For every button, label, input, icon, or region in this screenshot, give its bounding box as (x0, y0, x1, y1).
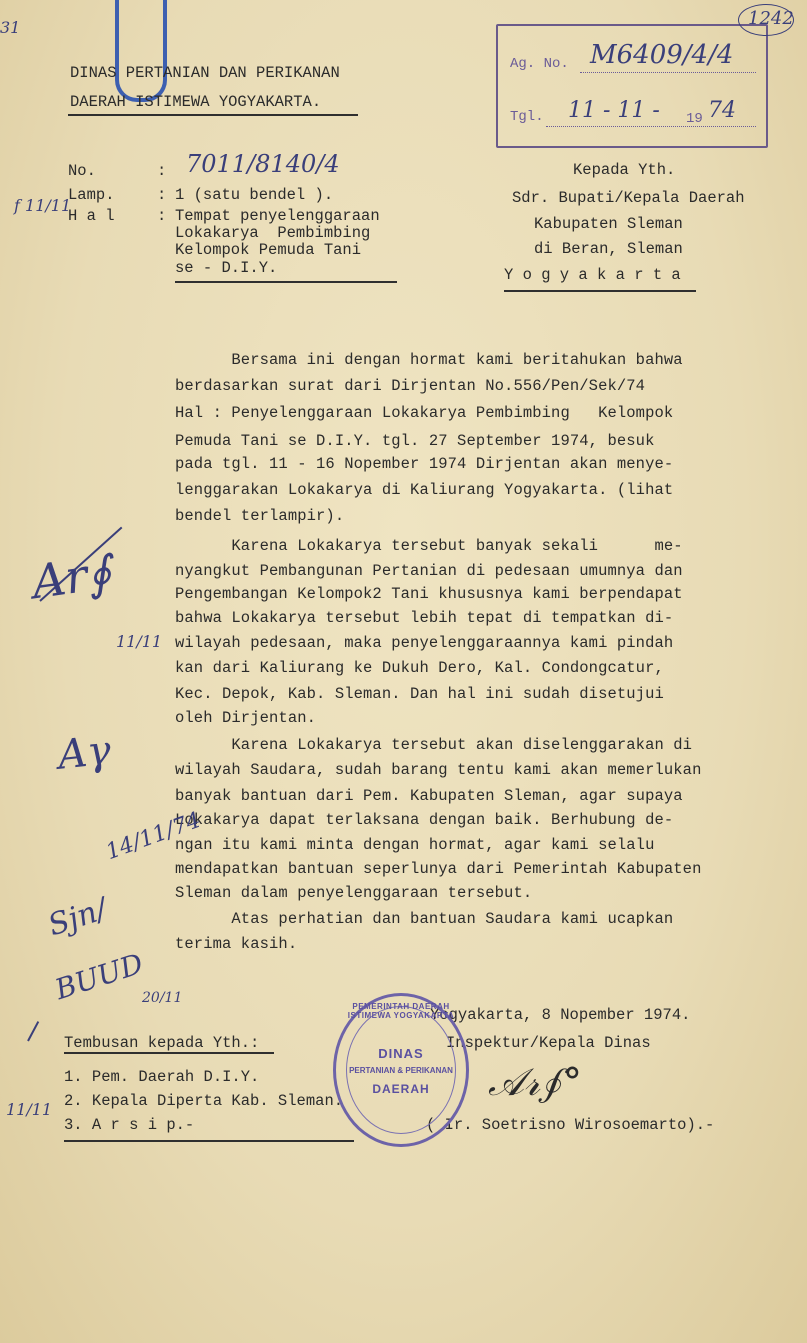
margin-initial-signature: Ar∮ (28, 544, 115, 610)
body-line: Karena Lokakarya tersebut banyak sekali me- (175, 537, 683, 555)
body-line: nyangkut Pembangunan Pertanian di pedesaan umumnya dan (175, 562, 683, 580)
body-line: kan dari Kaliurang ke Dukuh Dero, Kal. Condongcatur, (175, 659, 664, 677)
body-line: Hal : Penyelenggaraan Lokakarya Pembimbing Kelompok (175, 404, 674, 422)
margin-annotation-mid: 11/11 (116, 632, 163, 651)
hal-value-line-1: Tempat penyelenggaraan (175, 207, 380, 225)
hal-colon: : (157, 207, 167, 225)
paper-clip-icon (115, 0, 167, 102)
tembusan-item-1: 1. Pem. Daerah D.I.Y. (64, 1068, 260, 1086)
corner-number: 1242 (748, 8, 794, 29)
seal-ring-text: PEMERINTAH DAERAH ISTIMEWA YOGYAKARTA (347, 1002, 455, 1020)
tembusan-item-3: 3. A r s i p.- (64, 1116, 195, 1134)
body-line: Karena Lokakarya tersebut akan diselenggarakan di (175, 736, 693, 754)
stamp-year: 74 (708, 98, 736, 123)
lamp-colon: : (157, 186, 167, 204)
no-label: No. (68, 162, 96, 180)
seal-line-3: DAERAH (372, 1082, 430, 1096)
official-seal (333, 993, 469, 1147)
stamp-ag-value: M6409/4/4 (590, 40, 734, 70)
no-value: 7011/8140/4 (186, 150, 340, 178)
signature: 𝒜𝓇∮° (488, 1060, 582, 1104)
body-line: Bersama ini dengan hormat kami beritahukan bahwa (175, 351, 683, 369)
closing-position: Inspektur/Kepala Dinas (446, 1034, 651, 1052)
stamp-year-prefix: 19 (686, 111, 703, 127)
body-line: Atas perhatian dan bantuan Saudara kami ucapkan (175, 910, 674, 928)
recipient-line-5: Y o g y a k a r t a (504, 266, 681, 284)
body-line: Lokakarya dapat terlaksana dengan baik. Berhubung de- (175, 811, 674, 829)
margin-initial-2: Aγ (55, 727, 114, 779)
closing-name: ( Ir. Soetrisno Wirosoemarto).- (426, 1116, 715, 1134)
body-line: mendapatkan bantuan seperlunya dari Pemerintah Kabupaten (175, 860, 702, 878)
margin-annotation-date: 14/11/74 (102, 807, 205, 866)
body-line: bendel terlampir). (175, 507, 345, 525)
header-underline (68, 114, 358, 116)
hal-value-line-4: se - D.I.Y. (175, 259, 278, 277)
hal-value-line-3: Kelompok Pemuda Tani (175, 241, 362, 259)
stamp-ag-dotline (580, 72, 756, 73)
body-line: wilayah Saudara, sudah barang tentu kami akan memerlukan (175, 761, 702, 779)
no-colon: : (157, 162, 167, 180)
stamp-tgl-value: 11 - 11 - (568, 98, 660, 123)
seal-line-1: DINAS (378, 1046, 424, 1061)
hal-label: H a l (68, 207, 115, 225)
lamp-label: Lamp. (68, 186, 115, 204)
corner-annotation: 31 (0, 18, 21, 37)
body-line: terima kasih. (175, 935, 298, 953)
hal-underline (175, 281, 397, 283)
body-line: pada tgl. 11 - 16 Nopember 1974 Dirjentan akan menye- (175, 455, 674, 473)
tembusan-underline (64, 1052, 274, 1054)
margin-tick (27, 1021, 39, 1041)
recipient-underline (504, 290, 696, 292)
body-line: berdasarkan surat dari Dirjentan No.556/Pen/Sek/74 (175, 377, 646, 395)
body-line: Pemuda Tani se D.I.Y. tgl. 27 September 1974, besuk (175, 432, 655, 450)
body-line: ngan itu kami minta dengan hormat, agar kami selalu (175, 836, 655, 854)
body-line: lenggarakan Lokakarya di Kaliurang Yogyakarta. (lihat (175, 481, 674, 499)
recipient-line-2: Sdr. Bupati/Kepala Daerah (512, 189, 745, 207)
registration-stamp (496, 24, 768, 148)
body-line: banyak bantuan dari Pem. Kabupaten Sleman, agar supaya (175, 787, 683, 805)
margin-annotation-lower: BUUD (51, 946, 148, 1007)
recipient-line-4: di Beran, Sleman (534, 240, 683, 258)
tembusan-item-2: 2. Kepala Diperta Kab. Sleman. (64, 1092, 344, 1110)
seal-line-2: PERTANIAN & PERIKANAN (349, 1066, 453, 1075)
tembusan-title: Tembusan kepada Yth.: (64, 1034, 260, 1052)
recipient-line-1: Kepada Yth. (573, 161, 676, 179)
body-line: bahwa Lokakarya tersebut lebih tepat di tempatkan di- (175, 609, 674, 627)
org-line-2: DAERAH ISTIMEWA YOGYAKARTA. (70, 93, 322, 111)
margin-annotation-lower-date: 20/11 (142, 990, 183, 1006)
margin-initial-3: Sjn/ (44, 891, 112, 944)
stamp-tgl-dotline (546, 126, 756, 127)
lamp-value: 1 (satu bendel ). (175, 186, 334, 204)
body-line: wilayah pedesaan, maka penyelenggaraannya kami pindah (175, 634, 674, 652)
org-line-1: DINAS PERTANIAN DAN PERIKANAN (70, 64, 340, 82)
body-line: Pengembangan Kelompok2 Tani khususnya kami berpendapat (175, 585, 683, 603)
closing-place-date: Yogyakarta, 8 Nopember 1974. (430, 1006, 691, 1024)
margin-annotation-top: f 11/11 (14, 196, 72, 215)
hal-value-line-2: Lokakarya Pembimbing (175, 224, 371, 242)
tembusan-bottom-rule (64, 1140, 354, 1142)
recipient-line-3: Kabupaten Sleman (534, 215, 683, 233)
margin-annotation-bottom: 11/11 (6, 1100, 53, 1119)
stamp-tgl-label: Tgl. (510, 109, 544, 125)
stamp-ag-label: Ag. No. (510, 56, 569, 72)
body-line: Kec. Depok, Kab. Sleman. Dan hal ini sudah disetujui (175, 685, 664, 703)
body-line: oleh Dirjentan. (175, 709, 317, 727)
body-line: Sleman dalam penyelenggaraan tersebut. (175, 884, 533, 902)
